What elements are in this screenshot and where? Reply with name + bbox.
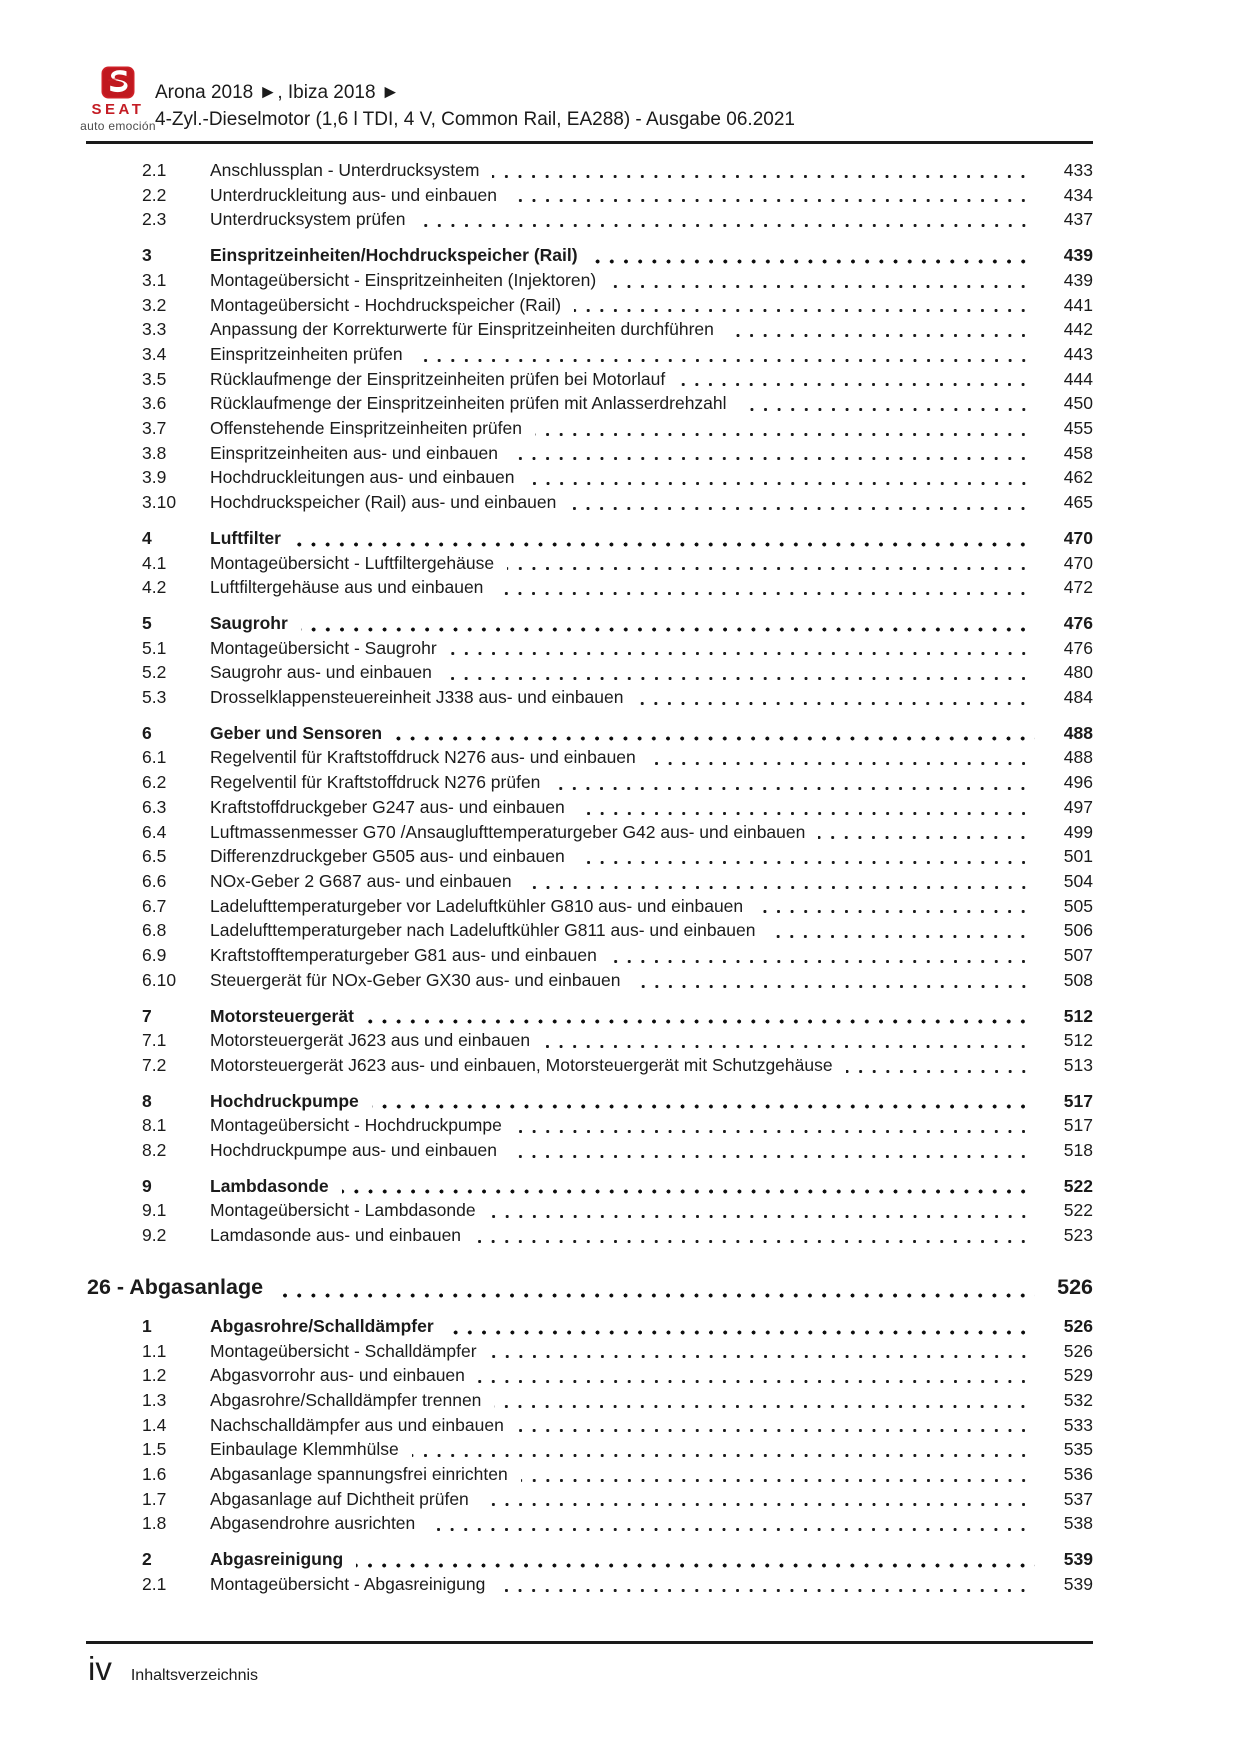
toc-entry-number: 1.6: [142, 1464, 167, 1485]
toc-entry-number: 5.3: [142, 687, 167, 708]
toc-entry-page: 480: [1063, 662, 1093, 683]
toc-row: [87, 1174, 1093, 1199]
toc-entry-number: 6.4: [142, 821, 167, 842]
toc-entry-page: 536: [1063, 1464, 1093, 1485]
toc-dot-leader: [447, 1330, 1035, 1335]
toc-dot-leader: [490, 1354, 1035, 1359]
toc-entry-page: 512: [1063, 1005, 1093, 1026]
footer-rule: [86, 1641, 1093, 1644]
toc-dot-leader: [492, 174, 1035, 179]
toc-dot-leader: [498, 1588, 1035, 1593]
toc-row: [87, 1138, 1093, 1163]
toc-row: [87, 1437, 1093, 1462]
toc-entry-title: Saugrohr aus- und einbauen: [210, 662, 432, 683]
toc-dot-leader: [395, 736, 1035, 741]
toc-entry-page: 526: [1063, 1315, 1093, 1336]
toc-dot-leader: [450, 651, 1035, 656]
toc-entry-title: Hochdruckpumpe: [210, 1090, 359, 1111]
toc-dot-leader: [525, 885, 1035, 890]
toc-entry-page: 444: [1063, 368, 1093, 389]
toc-entry-title: Unterdrucksystem prüfen: [210, 209, 406, 230]
toc-entry-page: 450: [1063, 393, 1093, 414]
toc-entry-page: 472: [1063, 577, 1093, 598]
toc-entry-number: 3.1: [142, 269, 167, 290]
toc-dot-leader: [846, 1069, 1035, 1074]
toc-row: [87, 243, 1093, 268]
toc-entry-page: 518: [1063, 1140, 1093, 1161]
toc-entry-title: Hochdruckspeicher (Rail) aus- und einbauen: [210, 492, 557, 513]
toc-entry-title: Einspritzeinheiten prüfen: [210, 343, 403, 364]
toc-entry-title: Einspritzeinheiten aus- und einbauen: [210, 442, 498, 463]
toc-entry-title: Hochdruckleitungen aus- und einbauen: [210, 467, 515, 488]
toc-entry-title: NOx-Geber 2 G687 aus- und einbauen: [210, 870, 512, 891]
toc-dot-leader: [412, 1453, 1035, 1458]
toc-entry-number: 4: [142, 527, 152, 548]
toc-row: [87, 526, 1093, 551]
toc-row: [87, 1272, 1093, 1303]
toc-entry-title: Kraftstoffdruckgeber G247 aus- und einbauen: [210, 796, 565, 817]
toc-dot-leader: [419, 223, 1036, 228]
toc-dot-leader: [416, 358, 1035, 363]
toc-entry-number: 2.3: [142, 209, 167, 230]
toc-entry-number: 3.7: [142, 418, 167, 439]
toc-entry-title: Nachschalldämpfer aus und einbauen: [210, 1414, 504, 1435]
toc-dot-leader: [511, 456, 1035, 461]
toc-entry-page: 507: [1063, 945, 1093, 966]
toc-row: [87, 490, 1093, 515]
toc-entry-title: Kraftstofftemperaturgeber G81 aus- und einbauen: [210, 945, 597, 966]
toc-entry-title: Abgasvorrohr aus- und einbauen: [210, 1365, 465, 1386]
toc-entry-title: Montageübersicht - Luftfiltergehäuse: [210, 552, 495, 573]
toc-entry-title: Einspritzeinheiten/Hochdruckspeicher (Rail): [210, 245, 578, 266]
toc-entry-number: 1.3: [142, 1389, 167, 1410]
toc-row: [87, 1004, 1093, 1029]
toc-entry-number: 2.1: [142, 1573, 167, 1594]
toc-row: [87, 943, 1093, 968]
footer-page-number: iv: [88, 1650, 112, 1687]
toc-entry-page: 513: [1063, 1054, 1093, 1075]
toc-dot-leader: [609, 284, 1035, 289]
toc-entry-number: 6.10: [142, 969, 177, 990]
toc-dot-leader: [510, 1154, 1035, 1159]
toc-dot-leader: [517, 1428, 1035, 1433]
toc-dot-leader: [301, 627, 1035, 632]
toc-entry-number: 1.1: [142, 1340, 167, 1361]
toc-row: [87, 1388, 1093, 1413]
toc-row: [87, 158, 1093, 183]
toc-entry-number: 3: [142, 245, 152, 266]
toc-entry-number: 2: [142, 1549, 152, 1570]
toc-entry-page: 526: [1057, 1274, 1093, 1299]
toc-entry-number: 7: [142, 1005, 152, 1026]
toc-entry-number: 1.5: [142, 1439, 167, 1460]
toc-entry-number: 3.4: [142, 343, 167, 364]
toc-entry-title: Montageübersicht - Hochdruckpumpe: [210, 1115, 502, 1136]
toc-entry-page: 488: [1063, 722, 1093, 743]
toc-entry-title: Differenzdruckgeber G505 aus- und einbauen: [210, 846, 565, 867]
toc-row: [87, 721, 1093, 746]
toc-entry-title: Drosselklappensteuereinheit J338 aus- und einbauen: [210, 687, 624, 708]
toc-entry-title: Montageübersicht - Schalldämpfer: [210, 1340, 477, 1361]
toc-dot-leader: [591, 259, 1035, 264]
toc-entry-page: 476: [1063, 612, 1093, 633]
toc-entry-page: 470: [1063, 527, 1093, 548]
toc-row: [87, 795, 1093, 820]
toc-entry-title: Motorsteuergerät J623 aus und einbauen: [210, 1030, 531, 1051]
toc-entry-title: Abgasanlage auf Dichtheit prüfen: [210, 1488, 469, 1509]
toc-dot-leader: [768, 934, 1035, 939]
toc-entry-number: 5: [142, 612, 152, 633]
toc-entry-title: Abgasrohre/Schalldämpfer: [210, 1315, 434, 1336]
toc-row: [87, 1511, 1093, 1536]
toc-entry-title: Anschlussplan - Unterdrucksystem: [210, 160, 480, 180]
toc-row: [87, 551, 1093, 576]
toc-entry-title: Regelventil für Kraftstoffdruck N276 prüfen: [210, 772, 541, 793]
toc-dot-leader: [727, 333, 1035, 338]
toc-row: [87, 1547, 1093, 1572]
toc-entry-page: 533: [1063, 1414, 1093, 1435]
toc-entry-page: 522: [1063, 1175, 1093, 1196]
brand-block: [74, 66, 162, 133]
toc-row: [87, 660, 1093, 685]
toc-row: [87, 317, 1093, 342]
toc-entry-number: 7.1: [142, 1030, 167, 1051]
toc-entry-number: 1: [142, 1315, 152, 1336]
brand-wordmark: SEAT: [91, 101, 145, 118]
toc-entry-number: 3.6: [142, 393, 167, 414]
toc-dot-leader: [515, 1129, 1035, 1134]
toc-entry-title: Abgasreinigung: [210, 1549, 344, 1570]
toc-dot-leader: [756, 909, 1035, 914]
toc-row: [87, 575, 1093, 600]
toc-entry-page: 538: [1063, 1513, 1093, 1534]
toc-entry-page: 433: [1063, 160, 1093, 180]
toc-entry-title: Rücklaufmenge der Einspritzeinheiten prüfen bei Motorlauf: [210, 368, 666, 389]
toc-entry-page: 537: [1063, 1488, 1093, 1509]
toc-row: [87, 1413, 1093, 1438]
toc-entry-title: Montageübersicht - Hochdruckspeicher (Rail): [210, 294, 562, 315]
toc-dot-leader: [818, 835, 1035, 840]
toc-entry-page: 526: [1063, 1340, 1093, 1361]
toc-entry-number: 6.2: [142, 772, 167, 793]
toc-dot-leader: [574, 308, 1035, 313]
toc-entry-number: 6.8: [142, 920, 167, 941]
toc-row: [87, 1339, 1093, 1364]
toc-row: [87, 342, 1093, 367]
toc-row: [87, 611, 1093, 636]
toc-entry-title: Montageübersicht - Abgasreinigung: [210, 1573, 486, 1594]
toc-entry-page: 539: [1063, 1573, 1093, 1594]
toc-entry-number: 9.2: [142, 1225, 167, 1246]
toc-entry-page: 476: [1063, 637, 1093, 658]
toc-entry-number: 8: [142, 1090, 152, 1111]
toc-dot-leader: [543, 1044, 1035, 1049]
toc-row: [87, 1053, 1093, 1078]
toc-entry-title: Unterdruckleitung aus- und einbauen: [210, 184, 497, 205]
toc-dot-leader: [428, 1527, 1035, 1532]
toc-row: [87, 869, 1093, 894]
toc-entry-number: 1.4: [142, 1414, 167, 1435]
toc-entry-page: 517: [1063, 1090, 1093, 1111]
toc-entry-title: Anpassung der Korrekturwerte für Einspritzeinheiten durchführen: [210, 319, 714, 340]
toc-entry-number: 6.9: [142, 945, 167, 966]
toc-row: [87, 1314, 1093, 1339]
toc-entry-title: Ladelufttemperaturgeber vor Ladeluftkühler G810 aus- und einbauen: [210, 895, 744, 916]
toc-entry-number: 3.3: [142, 319, 167, 340]
toc-row: [87, 844, 1093, 869]
toc-row: [87, 1363, 1093, 1388]
toc-entry-page: 488: [1063, 747, 1093, 768]
toc-entry-page: 441: [1063, 294, 1093, 315]
toc-entry-page: 505: [1063, 895, 1093, 916]
toc-dot-leader: [494, 1404, 1035, 1409]
toc-row: [87, 918, 1093, 943]
toc-entry-page: 439: [1063, 245, 1093, 266]
toc-entry-title: Lambdasonde: [210, 1175, 329, 1196]
toc-dot-leader: [521, 1478, 1035, 1483]
header-rule: [86, 141, 1093, 144]
toc-entry-page: 458: [1063, 442, 1093, 463]
toc-entry-title: Geber und Sensoren: [210, 722, 383, 743]
toc-row: [87, 820, 1093, 845]
toc-entry-title: Hochdruckpumpe aus- und einbauen: [210, 1140, 497, 1161]
toc-dot-leader: [535, 432, 1035, 437]
toc-entry-page: 506: [1063, 920, 1093, 941]
toc-row: [87, 268, 1093, 293]
toc-row: [87, 1487, 1093, 1512]
toc-entry-page: 523: [1063, 1225, 1093, 1246]
toc-entry-page: 499: [1063, 821, 1093, 842]
toc-dot-leader: [372, 1104, 1035, 1109]
toc-entry-page: 439: [1063, 269, 1093, 290]
toc-dot-leader: [740, 407, 1035, 412]
toc-entry-page: 501: [1063, 846, 1093, 867]
toc-entry-number: 8.1: [142, 1115, 167, 1136]
toc-entry-title: Luftfiltergehäuse aus und einbauen: [210, 577, 484, 598]
toc-dot-leader: [445, 676, 1035, 681]
toc-dot-leader: [294, 542, 1035, 547]
toc-entry-number: 5.2: [142, 662, 167, 683]
toc-entry-number: 5.1: [142, 637, 167, 658]
toc-entry-page: 465: [1063, 492, 1093, 513]
toc-row: [87, 1089, 1093, 1114]
toc-entry-page: 508: [1063, 969, 1093, 990]
toc-dot-leader: [489, 1214, 1035, 1219]
toc-row: [87, 1572, 1093, 1597]
toc-entry-number: 6: [142, 722, 152, 743]
toc-entry-title: Einbaulage Klemmhülse: [210, 1439, 399, 1460]
toc-entry-title: Regelventil für Kraftstoffdruck N276 aus- und einbauen: [210, 747, 636, 768]
toc-row: [87, 1223, 1093, 1248]
toc-entry-title: Abgasanlage spannungsfrei einrichten: [210, 1464, 508, 1485]
toc-row: [87, 465, 1093, 490]
toc-dot-leader: [578, 811, 1035, 816]
toc-entry-number: 6.7: [142, 895, 167, 916]
toc-entry-number: 7.2: [142, 1054, 167, 1075]
header-model-line: Arona 2018 ►, Ibiza 2018 ►: [155, 82, 400, 103]
header-engine-line: 4-Zyl.-Dieselmotor (1,6 l TDI, 4 V, Common Rail, EA288) - Ausgabe 06.2021: [155, 109, 795, 130]
toc-entry-page: 496: [1063, 772, 1093, 793]
toc-entry-title: Motorsteuergerät: [210, 1005, 354, 1026]
toc-entry-number: 3.2: [142, 294, 167, 315]
header-text: [155, 81, 795, 132]
toc-entry-title: Lamdasonde aus- und einbauen: [210, 1225, 462, 1246]
toc-row: [87, 1462, 1093, 1487]
toc-entry-number: 4.1: [142, 552, 167, 573]
toc-entry-title: Rücklaufmenge der Einspritzeinheiten prüfen mit Anlasserdrehzahl: [210, 393, 727, 414]
footer-label: Inhaltsverzeichnis: [130, 1667, 259, 1684]
toc-entry-title: Ladelufttemperaturgeber nach Ladeluftkühler G811 aus- und einbauen: [210, 920, 756, 941]
toc-entry-page: 462: [1063, 467, 1093, 488]
toc-entry-number: 6.5: [142, 846, 167, 867]
toc-dot-leader: [342, 1189, 1035, 1194]
toc-row: [87, 183, 1093, 208]
toc-dot-leader: [356, 1563, 1035, 1568]
toc-entry-title: Montageübersicht - Einspritzeinheiten (Injektoren): [210, 269, 597, 290]
toc-entry-page: 470: [1063, 552, 1093, 573]
toc-dot-leader: [478, 1379, 1035, 1384]
brand-tagline: auto emoción: [80, 119, 156, 133]
footer: [88, 1650, 258, 1688]
toc-row: [87, 441, 1093, 466]
toc-entry-page: 529: [1063, 1365, 1093, 1386]
toc-dot-leader: [553, 786, 1035, 791]
toc-dot-leader: [276, 1293, 1035, 1298]
toc-entry-title: Montageübersicht - Lambdasonde: [210, 1200, 476, 1221]
toc-entry-number: 1.2: [142, 1365, 167, 1386]
toc-dot-leader: [569, 506, 1035, 511]
toc-row: [87, 745, 1093, 770]
toc-entry-page: 504: [1063, 870, 1093, 891]
toc-entry-title: Abgasrohre/Schalldämpfer trennen: [210, 1389, 482, 1410]
toc-dot-leader: [496, 591, 1035, 596]
toc-entry-number: 1.8: [142, 1513, 167, 1534]
toc-entry-page: 539: [1063, 1549, 1093, 1570]
toc-entry-number: 9.1: [142, 1200, 167, 1221]
toc-row: [87, 1028, 1093, 1053]
toc: [87, 158, 1093, 1597]
toc-dot-leader: [610, 959, 1035, 964]
toc-dot-leader: [482, 1502, 1035, 1507]
toc-row: [87, 391, 1093, 416]
toc-entry-title: Steuergerät für NOx-Geber GX30 aus- und einbauen: [210, 969, 621, 990]
toc-entry-page: 522: [1063, 1200, 1093, 1221]
toc-entry-page: 455: [1063, 418, 1093, 439]
toc-entry-title: Abgasendrohre ausrichten: [210, 1513, 416, 1534]
toc-entry-page: 535: [1063, 1439, 1093, 1460]
toc-entry-number: 6.3: [142, 796, 167, 817]
toc-entry-page: 442: [1063, 319, 1093, 340]
toc-row: [87, 636, 1093, 661]
toc-row: [87, 685, 1093, 710]
toc-entry-title: Saugrohr: [210, 612, 288, 633]
toc-entry-page: 434: [1063, 184, 1093, 205]
toc-entry-title: Offenstehende Einspritzeinheiten prüfen: [210, 418, 522, 439]
toc-dot-leader: [649, 761, 1035, 766]
toc-entry-title: Luftmassenmesser G70 /Ansauglufttemperaturgeber G42 aus- und einbauen: [210, 821, 806, 842]
toc-dot-leader: [634, 984, 1035, 989]
toc-entry-number: 6.6: [142, 870, 167, 891]
toc-entry-number: 3.5: [142, 368, 167, 389]
toc-entry-title: Motorsteuergerät J623 aus- und einbauen, Motorsteuergerät mit Schutzgehäuse: [210, 1054, 833, 1075]
toc-entry-title: Luftfilter: [210, 527, 281, 548]
toc-row: [87, 894, 1093, 919]
toc-entry-page: 532: [1063, 1389, 1093, 1410]
toc-dot-leader: [510, 198, 1035, 203]
toc-entry-page: 497: [1063, 796, 1093, 817]
toc-row: [87, 367, 1093, 392]
toc-dot-leader: [528, 481, 1035, 486]
toc-dot-leader: [507, 566, 1035, 571]
toc-row: [87, 293, 1093, 318]
toc-dot-leader: [578, 860, 1035, 865]
toc-row: [87, 207, 1093, 232]
toc-entry-number: 2.2: [142, 184, 167, 205]
toc-row: [87, 1113, 1093, 1138]
toc-entry-page: 443: [1063, 343, 1093, 364]
toc-entry-title: 26 - Abgasanlage: [87, 1274, 264, 1299]
toc-dot-leader: [636, 701, 1035, 706]
toc-entry-number: 8.2: [142, 1140, 167, 1161]
toc-row: [87, 968, 1093, 993]
toc-dot-leader: [367, 1019, 1035, 1024]
toc-entry-number: 3.9: [142, 467, 167, 488]
toc-entry-page: 512: [1063, 1030, 1093, 1051]
toc-dot-leader: [474, 1239, 1035, 1244]
toc-entry-page: 437: [1063, 209, 1093, 230]
toc-entry-number: 4.2: [142, 577, 167, 598]
toc-row: [87, 770, 1093, 795]
toc-entry-number: 6.1: [142, 747, 167, 768]
toc-entry-number: 3.8: [142, 442, 167, 463]
toc-row: [87, 1198, 1093, 1223]
toc-entry-page: 517: [1063, 1115, 1093, 1136]
seat-s-logo-icon: [101, 66, 135, 99]
toc-entry-number: 2.1: [142, 160, 167, 180]
toc-entry-page: 484: [1063, 687, 1093, 708]
toc-entry-title: Montageübersicht - Saugrohr: [210, 637, 437, 658]
toc-entry-number: 3.10: [142, 492, 177, 513]
toc-entry-number: 9: [142, 1175, 152, 1196]
toc-dot-leader: [678, 382, 1035, 387]
toc-entry-number: 1.7: [142, 1488, 167, 1509]
toc-row: [87, 416, 1093, 441]
